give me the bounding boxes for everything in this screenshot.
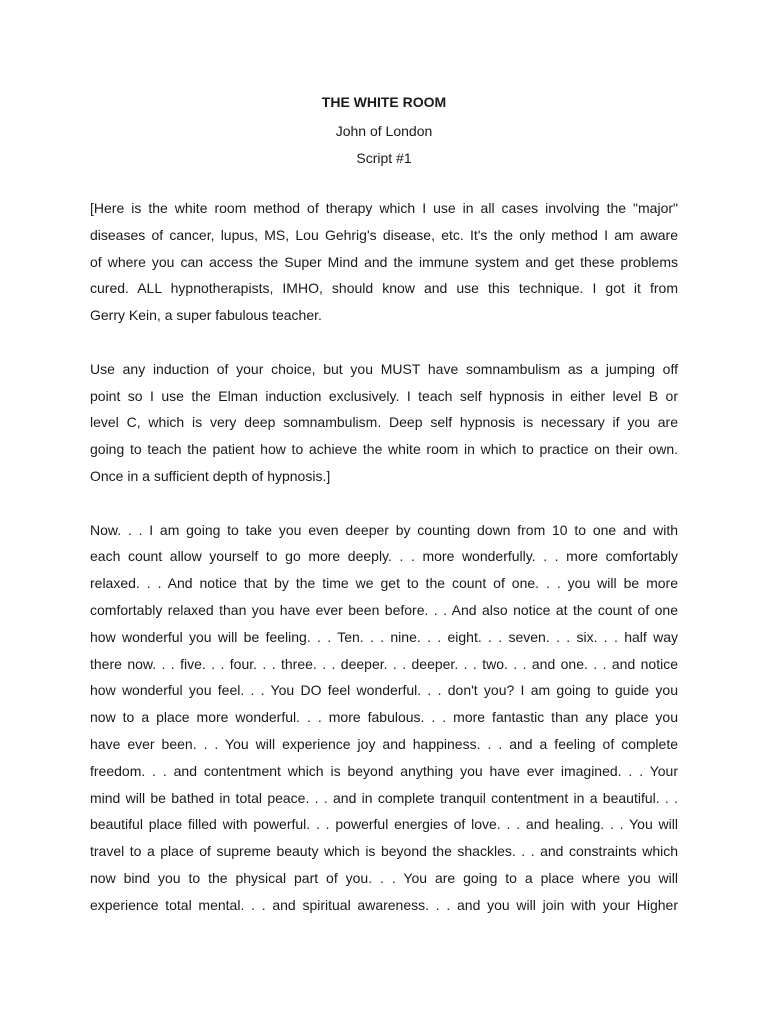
text-line: there now. . . five. . . four. . . three. . . deeper. . . deeper. . . two. . . and one. . . and notice bbox=[90, 655, 678, 672]
text-line: [Here is the white room method of therapy which I use in all cases involving the "major" bbox=[90, 200, 678, 216]
text-line: beautiful place filled with powerful. . . powerful energies of love. . . and healing. . . You will bbox=[90, 816, 678, 833]
text-line: Now. . . I am going to take you even deeper by counting down from 10 to one and with bbox=[90, 521, 678, 538]
text-line: relaxed. . . And notice that by the time we get to the count of one. . . you will be more bbox=[90, 575, 678, 592]
text-line: experience total mental. . . and spiritual awareness. . . and you will join with your Higher bbox=[90, 896, 678, 913]
text-line: level C, which is very deep somnambulism. Deep self hypnosis is necessary if you are bbox=[90, 414, 678, 431]
text-line: point so I use the Elman induction exclusively. I teach self hypnosis in either level B or bbox=[90, 387, 678, 404]
text-line: now bind you to the physical part of you. . . You are going to a place where you will bbox=[90, 869, 678, 886]
text-line: diseases of cancer, lupus, MS, Lou Gehrig's disease, etc. It's the only method I am aware bbox=[90, 226, 678, 243]
paragraph-induction bbox=[90, 356, 678, 490]
paragraph-script bbox=[90, 517, 678, 919]
script-label: Script #1 bbox=[356, 150, 412, 166]
text-line: now to a place more wonderful. . . more fabulous. . . more fantastic than any place you bbox=[90, 709, 678, 726]
document-header bbox=[0, 91, 768, 172]
document-title: THE WHITE ROOM bbox=[321, 94, 447, 110]
text-line: going to teach the patient how to achieve the white room in which to practice on their own. bbox=[90, 441, 678, 458]
text-line: travel to a place of supreme beauty which is beyond the shackles. . . and constraints which bbox=[90, 843, 678, 860]
text-line: Once in a sufficient depth of hypnosis.] bbox=[90, 467, 331, 484]
text-line: freedom. . . and contentment which is beyond anything you have ever imagined. . . Your bbox=[90, 762, 678, 779]
text-line: how wonderful you feel. . . You DO feel wonderful. . . don't you? I am going to guide you bbox=[90, 682, 678, 699]
paragraph-intro bbox=[90, 195, 678, 329]
text-line: comfortably relaxed than you have ever been before. . . And also notice at the count of one bbox=[90, 601, 678, 618]
text-line: mind will be bathed in total peace. . . and in complete tranquil contentment in a beautiful. . . bbox=[90, 789, 678, 806]
text-line: cured. ALL hypnotherapists, IMHO, should know and use this technique. I got it from bbox=[90, 280, 678, 297]
text-line: Use any induction of your choice, but you MUST have somnambulism as a jumping off bbox=[90, 360, 678, 377]
text-line: each count allow yourself to go more deeply. . . more wonderfully. . . more comfortably bbox=[90, 548, 678, 565]
text-line: how wonderful you will be feeling. . . Ten. . . nine. . . eight. . . seven. . . six. . . half way bbox=[90, 628, 678, 645]
text-line: have ever been. . . You will experience joy and happiness. . . and a feeling of complete bbox=[90, 735, 678, 752]
document-body bbox=[90, 195, 678, 945]
text-line: Gerry Kein, a super fabulous teacher. bbox=[90, 307, 322, 324]
document-author: John of London bbox=[335, 123, 433, 139]
text-line: of where you can access the Super Mind and the immune system and get these problems bbox=[90, 253, 678, 270]
